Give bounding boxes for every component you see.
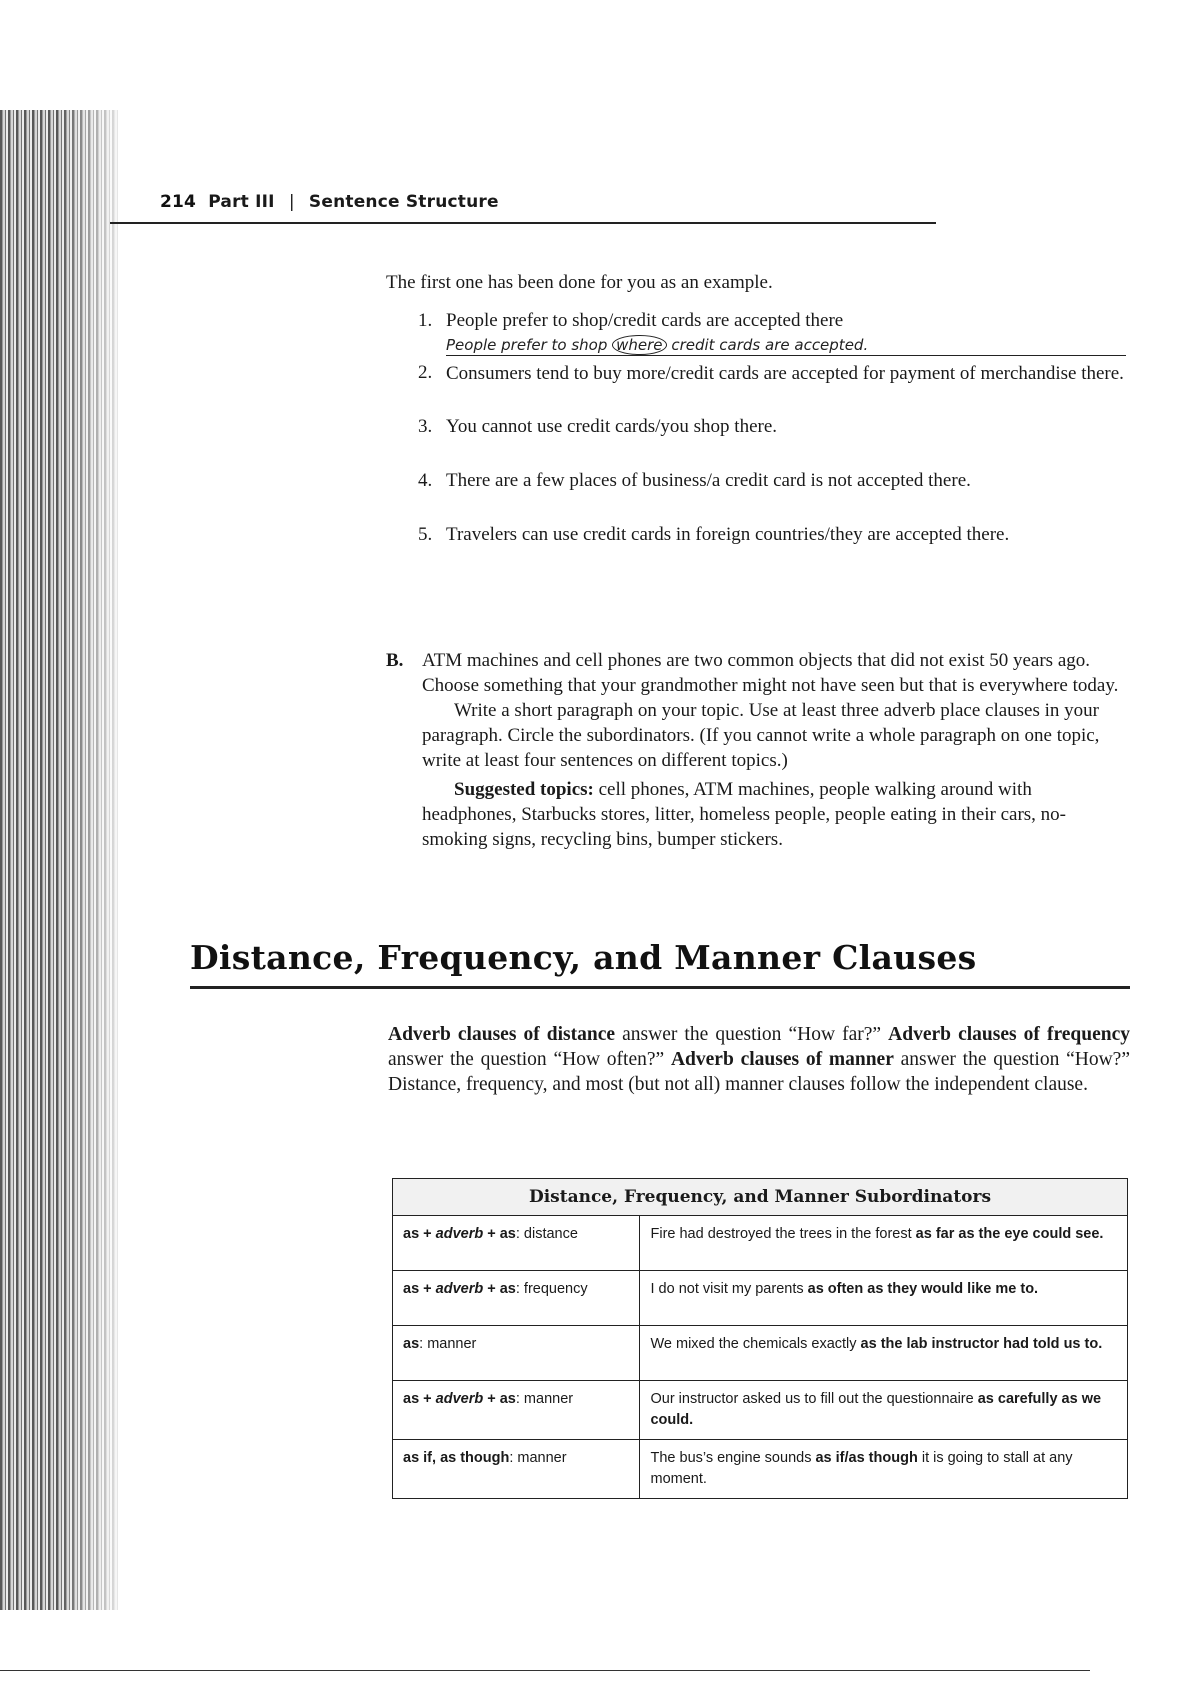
circled-subordinator: where	[612, 335, 666, 355]
section-b-para1: ATM machines and cell phones are two common objects that did not exist 50 years ago. Choose something that your grandmother might not have seen but that is everywhere today.	[422, 650, 1119, 696]
part-label: Part III	[208, 192, 275, 212]
table-row: as: manner We mixed the chemicals exactly as the lab instructor had told us to.	[393, 1326, 1128, 1381]
scan-bottom-edge	[0, 1670, 1090, 1671]
scan-edge-fade	[60, 110, 130, 1610]
header-rule	[110, 222, 936, 224]
subordinators-table	[392, 1178, 1128, 1499]
section-b	[386, 648, 1126, 852]
running-header	[160, 192, 499, 212]
section-b-para2: Write a short paragraph on your topic. Use at least three adverb place clauses in your paragraph. Circle the subordinators. (If you cannot write a whole paragraph on one topic, write at least four sentences on different topics.)	[422, 700, 1100, 771]
exercise-item: 4. There are a few places of business/a credit card is not accepted there.	[418, 470, 971, 491]
example-answer: People prefer to shop where credit cards are accepted.	[446, 336, 1126, 356]
header-separator: |	[288, 192, 295, 212]
page-number: 214	[160, 192, 197, 212]
heading-rule	[190, 986, 1130, 989]
table-row: as if, as though: manner The bus’s engine sounds as if/as though it is going to stall at any moment.	[393, 1440, 1128, 1499]
table-title: Distance, Frequency, and Manner Subordinators	[393, 1179, 1128, 1216]
exercise-item: 5. Travelers can use credit cards in foreign countries/they are accepted there.	[418, 524, 1010, 545]
exercise-item: 1. People prefer to shop/credit cards are accepted there	[418, 310, 844, 331]
section-label: Sentence Structure	[308, 192, 499, 212]
suggested-topics: Suggested topics: cell phones, ATM machines, people walking around with headphones, Starbucks stores, litter, homeless people, people eating in their cars, no-smoking signs, recycling bins, bumper stickers.	[422, 779, 1067, 850]
exercise-list	[418, 310, 1126, 578]
table-row: as + adverb + as: frequency I do not visit my parents as often as they would like me to.	[393, 1271, 1128, 1326]
section-b-letter: B.	[386, 650, 404, 671]
table-row: as + adverb + as: distance Fire had destroyed the trees in the forest as far as the eye could see.	[393, 1216, 1128, 1271]
table-row: as + adverb + as: manner Our instructor asked us to fill out the questionnaire as carefully as we could.	[393, 1381, 1128, 1440]
intro-text: The first one has been done for you as an example.	[386, 272, 773, 293]
lead-paragraph: Adverb clauses of distance answer the question “How far?” Adverb clauses of frequency answer the question “How often?” Adverb clauses of manner answer the question “How?” Distance, frequency, and most (but not all) manner clauses follow the independent clause.	[388, 1024, 1131, 1095]
section-heading: Distance, Frequency, and Manner Clauses	[190, 938, 977, 977]
exercise-item: 2. Consumers tend to buy more/credit cards are accepted for payment of merchandise there.	[418, 362, 1124, 384]
exercise-item: 3. You cannot use credit cards/you shop there.	[418, 416, 778, 437]
